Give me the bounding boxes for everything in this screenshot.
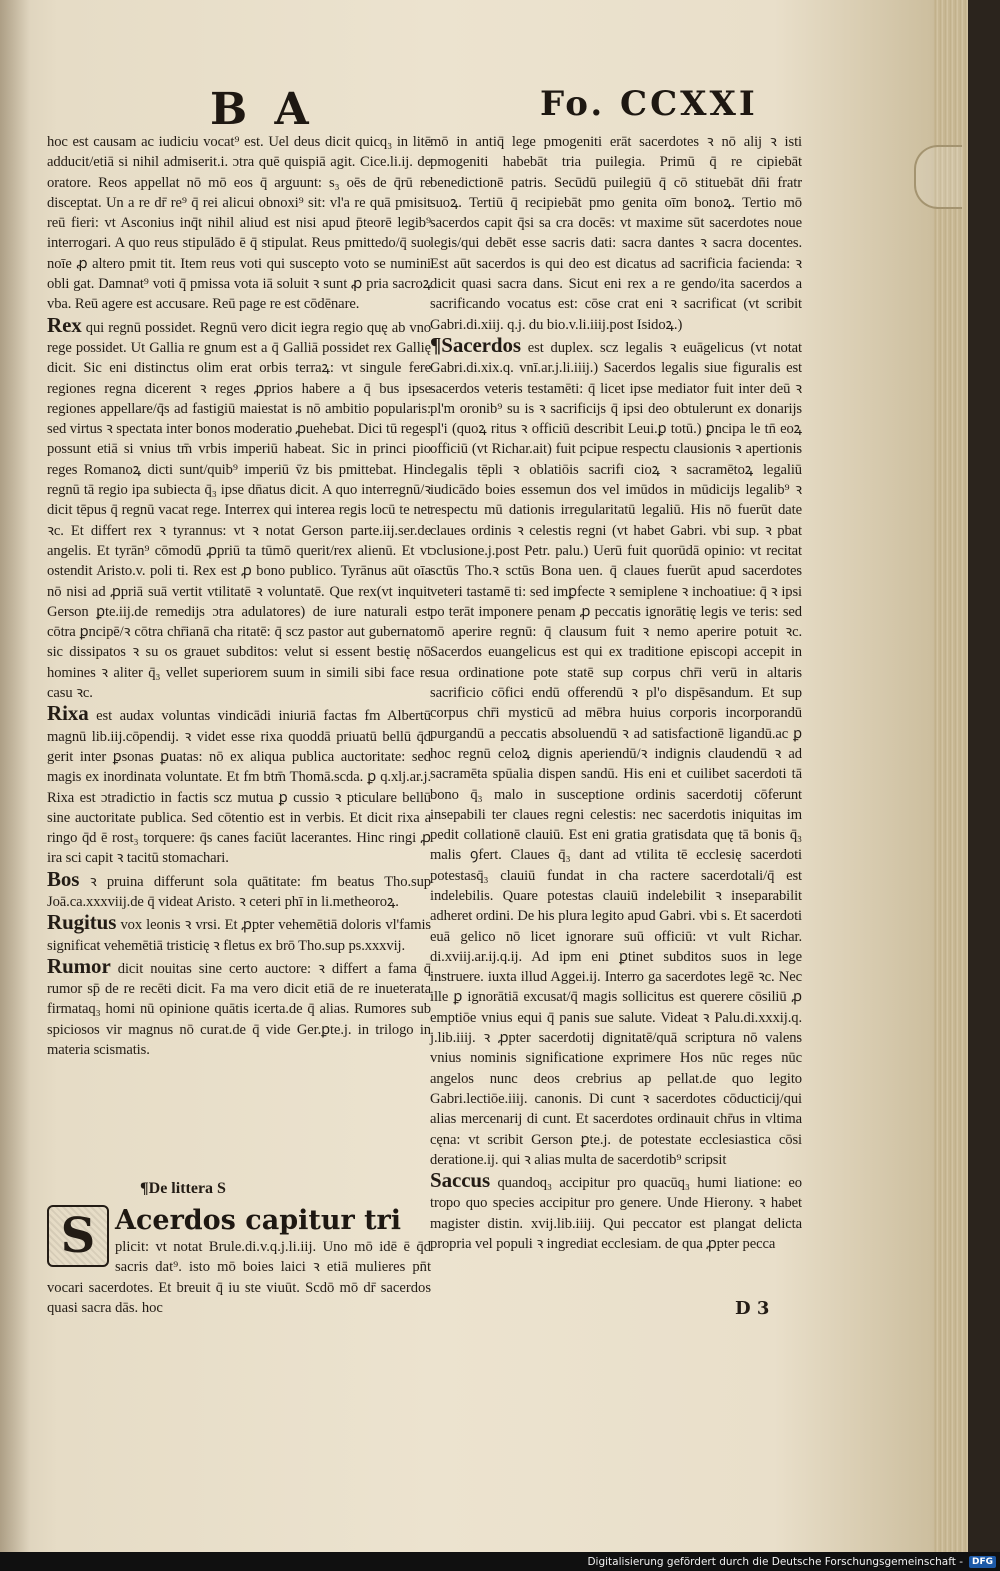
entry-text: est audax voluntas vindicādi iniuriā factas fm Albertū magnū lib.iij.cōpendij. ꝛ videt esse rixa quoddā priuatū bellū q̄d gerit inter ꝑsonas ꝑuatas: nō ex aliqua publica auctoritate: sed magis ex inordinata voluntate. Et fm btm̄ Thomā.scda. ꝑ q.xlj.ar.j. Rixa est ɔtradictio in factis scz mutua ꝑ cussio ꝛ pticulare bellū sine auctoritate publica. Sed cōtentio est in verbis. Et dicit rixa a ringo q̄d ē rost₃ torquere: q̄s canes faciūt lacerantes. Hinc ringi ꝓ ira sci capit ꝛ tacitū stomachari.	[47, 708, 431, 867]
entry-text: vox leonis ꝛ vrsi. Et ꝓpter vehemētiā doloris vl'famis significat vehemētiā tristicię ꝛ fletus ex brō Tho.sup ps.xxxvij.	[47, 917, 431, 954]
paragraph: hoc est causam ac iudiciu vocat⁹ est. Uel deus dicit quicq₃ in litē adducit/etiā si nihil admiserit.i. ɔtra quē quispiā agit. Cice.li.ij. de oratore. Reos appellat nō mō eos q̄ arguunt: s₃ oēs de q̄rū re disceptat. Un a re dr̄ re⁹ q̄ rei alicui obnoxi⁹ sit: vl'a re quā pmisit reū fieri: vt Asconius inq̄t nihil aliud est nisi apud p̄teorē legib⁹ interrogari. A quo reus stipulādo ē q̄ stipulat. Reus pmittedo/q̄ suo noīe ꝓ altero pmit tit. Item reus voti qui suscepto voto se numini obli gat. Damnat⁹ voti q̄ pmissa vota iā soluit ꝛ sunt ꝓ pria sacroꝝ vba. Reū agere est accusare. Reū page re est cōdēnare.	[47, 134, 431, 313]
entry-text: plicit: vt notat Brule.di.v.q.j.li.iij. Uno mō idē ē q̄d sacris dat⁹. isto mō boies laici ꝛ etiā mulieres pn̄t vocari sacerdotes. Et breuit q̄ iu ste viuūt. Scdō mō dr̄ sacerdos quasi sacra dās. hoc	[47, 1239, 431, 1316]
right-column	[430, 132, 802, 1254]
folio-number: Fo. CCXXI	[540, 84, 758, 124]
paragraph: mō in antiq̄ lege pmogeniti erāt sacerdotes ꝛ nō alij ꝛ isti pmogeniti habebāt tria puilegia. Primū q̄ re cipiebāt benedictionē patris. Secūdū puilegiū q̄ cō stituebāt dn̄i fratr suoꝝ. Tertiū q̄ recipiebāt pmo genita oīm bonoꝝ. Tertio mō sacerdos capit q̄si sa cra docēs: vt maxime sūt sacerdotes noue legis/qui debēt esse sacris dati: sacra dantes ꝛ sacra docentes. Est aūt sacerdos is qui deo est dicatus ad sacrificia facienda: ꝛ dicit quasi sacra dans. Sicut eni rex a re gendo/ita sacerdos a sacrificando vocatus est: cōse crat eni ꝛ sacrificat (vt scribit Gabri.di.xiij. q.j. du bio.v.li.iiij.post Isidoꝝ.)	[430, 134, 802, 333]
footer-credit: Digitalisierung gefördert durch die Deutsche Forschungsgemeinschaft -	[587, 1555, 963, 1568]
entry-heading: Rugitus	[47, 910, 117, 935]
entry-heading: Rumor	[47, 953, 111, 978]
entry-saccus	[430, 1170, 802, 1254]
entry-rex	[47, 312, 431, 704]
entry-text: quandoq₃ accipitur pro quacūq₃ humi liatione: eo tropo quo species accipitur pro genere. Unde Hierony. ꝛ habet magister distin. xvij.lib.iiij. Qui peccator est plangat delicta propria vel populi ꝛ ingrediat ecclesiam. de qua ꝓpter pecca	[430, 1175, 802, 1253]
left-column	[47, 132, 431, 1060]
entry-text: ꝛ pruina differunt sola quātitate: fm beatus Tho.sup Joā.ca.xxxviij.de q̄ videat Aristo. ꝛ ceteri phī in li.metheoroꝝ.	[47, 873, 431, 910]
page-edges	[934, 0, 968, 1552]
entry-rumor	[47, 953, 431, 1060]
entry-rixa	[47, 703, 431, 868]
entry-heading: Rex	[47, 312, 82, 337]
entry-heading: ¶Sacerdos	[430, 332, 521, 357]
entry-sacerdos	[430, 332, 802, 1170]
gutter-shadow	[0, 0, 30, 1552]
running-head-letters: B A	[210, 84, 315, 135]
entry-bos	[47, 866, 431, 913]
entry-heading: Rixa	[47, 701, 89, 726]
entry-text: dicit nouitas sine certo auctore: ꝛ differt a fama q̄ rumor sp̄ de re recēti dicit. Fa ma vero dicit etiā de re inueterata firmataq₃ homi nū opinione quātis icerta.de q̄ alias. Rumores sub spiciosos vir magnus nō curat.de q̄ vide Ger.ꝑte.j. in trilogo in materia scismatis.	[47, 960, 431, 1059]
clip-mark	[914, 145, 962, 209]
entry-text: est duplex. scz legalis ꝛ euāgelicus (vt notat Gabri.di.xix.q. vnī.ar.j.li.iiij.) Sacerdos legalis siue figuralis est sacerdos veteris testamēti: q̄ licet ipse mediator fuit inter deū ꝛ pl'm oronib⁹ su is ꝛ sacrificijs q̄ ipsi deo obtulerunt ex donarijs pl'i (quoꝝ ritus ꝛ officiū describit Leui.ꝑ totū.) ꝑncipa le tn̄ eoꝝ officiū (vt Richar.ait) fuit pcipue respectu clausionis ꝛ apertionis legalis tēpli ꝛ oblatiōis sacrifi cioꝝ ꝛ sacramētoꝝ legaliū iudicādo boies essemun dos vel imūdos in mūdicijs legalib⁹ ꝛ respectu mū dationis irregularitatū legaliū. His nō fuerūt date claues ordinis ꝛ celestis regni (vt habet Gabri. vbi sup. ꝛ pbat ɔclusione.j.post Petr. palu.) Uerū fuit quorūdā opinio: vt recitat sctūs Tho.ꝛ sctūs Bona uen. q̄ claues fuerūt apud sacerdotes veteri tastamē ti: sed imꝑfecte ꝛ semiplene ꝛ inchoatiue: q̄ ꝛ ipsi po terāt imponere penam ꝓ peccatis ignorātię legis ve teris: sed nō aperire regnū: q̄ clausum fuit ꝛ nemo aperire potuit ꝛc. Sacerdos euangelicus est qui ex traditione episcopi accepit in sua ordinatione pote statē sup corpus chr̄i verū in altaris sacrificio cōfici endū offerendū ꝛ pl'o dispēsandum. Et sup corpus chr̄i mysticū ad mēbra huius corporis incorporandū purgandū a peccatis absoluendū ꝛ ad satisfactionē ligandū.ac ꝑ hoc regnū celoꝝ dignis aperiendū/ꝛ indignis claudendū ꝛ ad sacramēta spūalia dispen sandū. His eni et cuilibet sacerdoti tā bono q̄₃ malo in susceptione ordinis sacerdotij cōferunt insepabili ter claues regni celestis: nec sacerdotis iniquitas im pedit collationē clauiū. Est eni gratia gratisdata quę tā bonis q̄₃ malis ꝯfert. Claues q̄₃ dant ad vtilita tē ecclesię sacerdoti potestasq̄₃ clauiū fundat in cha ractere sacerdotali/q̄ est indelebilis. Quare potestas clauiū indelebilit ꝛ inseparabilit adheret ordini. De his plura legito apud Gabri. vbi s. Et sacerdoti euā gelico nō licet ignorare suū officiū: vt vult Richar. di.xviij.ar.ij.q.ij. Ad ipm eni ꝑtinet subditos suos in lege instruere. iuxta illud Aggei.ij. Interro ga sacerdotes legē ꝛc. Nec ille ꝑ ignorātiā excusat/q̄ magis sollicitus est querere cōsiliū ꝓ emptiōe vnius equi q̄ panis sue salute. Videat ꝛ Palu.di.xxxij.q. j.lib.iiij. ꝛ ꝓpter sacerdotij dignitatē/quā scriptura nō valens vnius nominis significatione exprimere Hos nūc reges nūc angelos nunc deos crebrius ap pellat.de quo legito Gabri.lectiōe.iiij. canonis. Di cunt ꝛ sacerdotes cōducticij/qui alias mercenarij di cunt. Et sacerdotes ordinauit chr̄us in vltima cęna: vt scribit Gerson ꝑte.j. de potestate ecclesiastica cōsi deratione.ij. qui ꝛ alias multa de sacerdotib⁹ scripsit	[430, 339, 802, 1168]
dfg-logo-icon: DFG	[969, 1556, 996, 1568]
entry-text: qui regnū possidet. Regnū vero dicit iegra regio quę ab vno rege possidet. Ut Gallia re gnum est a q̄ Galliā possidet rex Gallię dicit. Sic eni distinctus olim erat orbis terraꝝ: vt singule fere regiones regna dicerent ꝛ reges ꝓprios habere a q̄ bus ipse regiones appellare/q̄s ad fastigiū maiestat is nō ambitio popularis: sed virtus ꝛ spectata inter bonos moderatio ꝓuehebat. Dici tū reges possunt etiā si vnius tm̄ vrbis imperiū habeat. Sic in princi pio reges Romanoꝝ dicti sunt/quib⁹ imperiū v̄z bis pmittebat. Hinc regnū tā regio ipa subiecta q̄₃ ipse dn̄atus dicit. A quo interregnū/ꝛ dicit tēpus q̄ regnū vacat rege. Interrex qui interea regis locū te net ꝛc. Et differt rex ꝛ tyrannus: vt ꝛ notat Gerson parte.iij.ser.de angelis. Et tyrān⁹ cōmodū ꝓpriū ta tūmō querit/rex alienū. Et vt ostendit Aristo.v. poli ti. Rex est ꝓ bono publico. Tyrānus aūt oīa nō nisi ad ꝓpriā suā vertit vtilitatē ꝛ voluntatē. Que rex(vt inquit Gerson ꝑte.iij.de remedijs ɔtra adulatores) de iure naturali est cōtra ꝑncipē/ꝛ cōtra chr̄ianā cha ritatē: q̄ scz pastor aut gubernator sic dissipatos ꝛ su os grauet subditos: velut si essent bestię nō homines ꝛ aliter q̄₃ vellet superiorem suum in simili sibi face re casu ꝛc.	[47, 319, 431, 702]
entry-heading: Saccus	[430, 1168, 491, 1193]
decorated-initial: S	[47, 1205, 109, 1267]
digitization-footer	[0, 1552, 1000, 1571]
entry-heading: Bos	[47, 866, 80, 891]
entry-heading-large: Acerdos capitur tri	[115, 1205, 402, 1236]
signature-mark: D 3	[735, 1298, 770, 1319]
entry-rugitus	[47, 912, 431, 956]
section-title: ¶De littera S	[140, 1180, 226, 1197]
sacerdos-entry	[47, 1205, 431, 1318]
